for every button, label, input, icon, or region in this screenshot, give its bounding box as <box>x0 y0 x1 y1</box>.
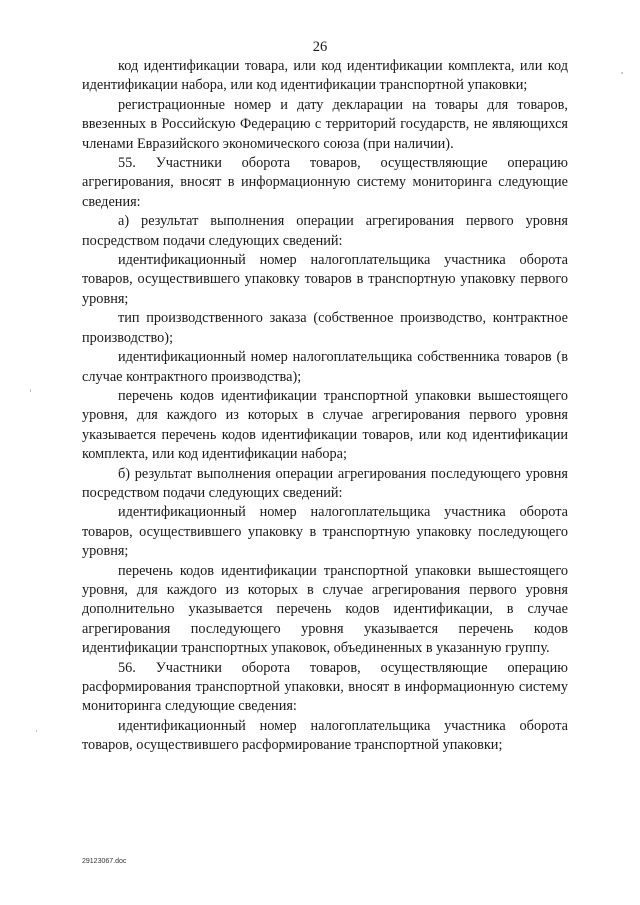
paragraph: регистрационные номер и дату декларации на товары для товаров, ввезенных в Российскую Федерацию с территорий государств, не являющихся членами Евразийского экономического союза (при наличии). <box>82 96 568 152</box>
body-text <box>82 57 568 756</box>
paragraph: идентификационный номер налогоплательщика участника оборота товаров, осуществившего упаковку товаров в транспортную упаковку первого уровня; <box>82 252 568 307</box>
paragraph: перечень кодов идентификации транспортной упаковки вышестоящего уровня, для каждого из которых в случае агрегирования первого уровня указывается перечень кодов идентификации товаров, или код идентификации комплекта, или код идентификации набора; <box>82 387 568 463</box>
paragraph: б) результат выполнения операции агрегирования последующего уровня посредством подачи следующих сведений: <box>82 465 568 501</box>
paragraph: тип производственного заказа (собственное производство, контрактное производство); <box>82 310 568 346</box>
scan-speck <box>621 72 623 74</box>
paragraph: 55. Участники оборота товаров, осуществляющие операцию агрегирования, вносят в информационную систему мониторинга следующие сведения: <box>82 155 568 210</box>
scan-speck <box>36 730 37 732</box>
paragraph: идентификационный номер налогоплательщика участника оборота товаров, осуществившего расформирование транспортной упаковки; <box>82 717 568 754</box>
paragraph: перечень кодов идентификации транспортной упаковки вышестоящего уровня, для каждого из которых в случае агрегирования первого уровня дополнительно указывается перечень кодов идентификации, в случае агрегирования последующего уровня указывается перечень кодов идентификации транспортных упаковок, объединенных в указанную группу. <box>82 562 568 657</box>
paragraph: 56. Участники оборота товаров, осуществляющие операцию расформирования транспортной упаковки, вносят в информационную систему мониторинга следующие сведения: <box>82 659 568 715</box>
paragraph: а) результат выполнения операции агрегирования первого уровня посредством подачи следующих сведений: <box>82 213 568 249</box>
file-name-footer: 29123067.doc <box>82 858 127 865</box>
paragraph: идентификационный номер налогоплательщика участника оборота товаров, осуществившего упаковку в транспортную упаковку последующего уровня; <box>82 504 568 560</box>
paragraph: идентификационный номер налогоплательщика собственника товаров (в случае контрактного производства); <box>82 349 568 385</box>
paragraph: код идентификации товара, или код идентификации комплекта, или код идентификации набора, или код идентификации транспортной упаковки; <box>82 58 568 94</box>
scan-speck <box>30 389 31 392</box>
page-number: 26 <box>312 39 328 55</box>
